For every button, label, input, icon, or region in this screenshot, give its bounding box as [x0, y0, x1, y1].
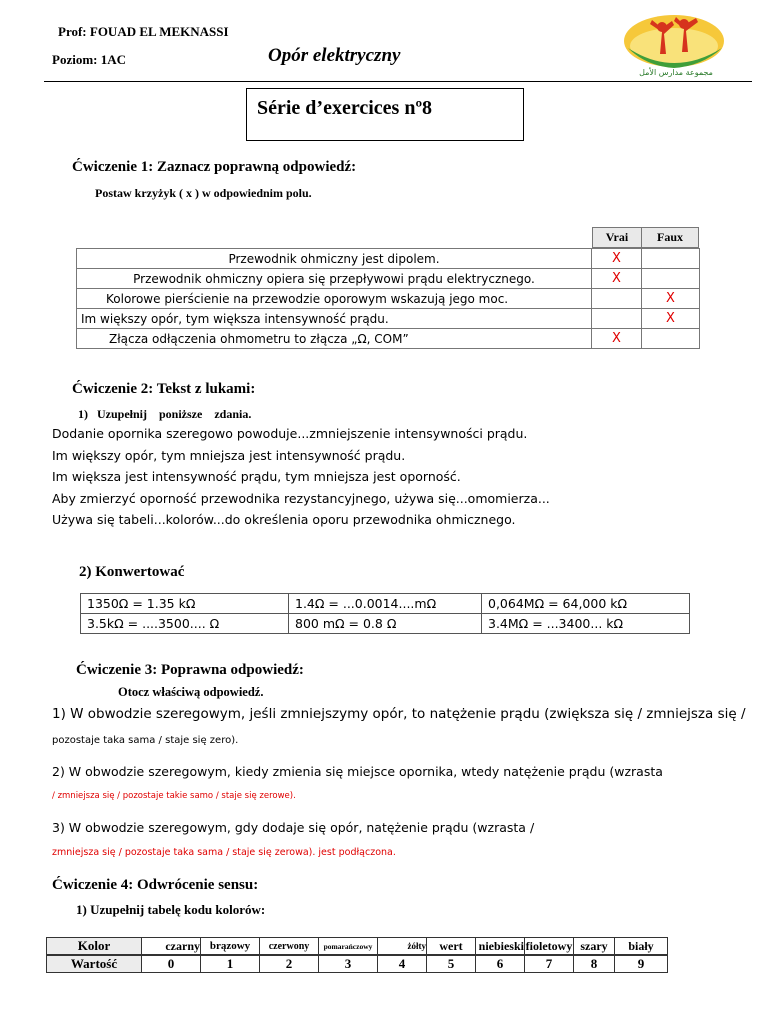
vrai-cell[interactable] — [592, 289, 642, 309]
table-row — [77, 289, 700, 309]
color-cell: fioletowy — [525, 938, 574, 956]
exercise-4-sub: 1) Uzupełnij tabelę kodu kolorów: — [76, 902, 266, 917]
statement: Im większy opór, tym większa intensywność prądu. — [77, 309, 592, 329]
exercise-2-sub1: 1) Uzupełnij poniższe zdania. — [78, 407, 252, 421]
value-cell: 1 — [201, 955, 260, 973]
subject-title: Opór elektryczny — [268, 45, 401, 66]
statement: Przewodnik ohmiczny opiera się przepływowi prądu elektrycznego. — [77, 269, 592, 289]
series-title: Série d’exercices nº8 — [257, 97, 433, 119]
col-faux: Faux — [642, 228, 699, 248]
statement: Złącza odłączenia ohmometru to złącza „Ω, COM” — [77, 329, 592, 349]
question-1-line-2: pozostaje taka sama / staje się zero). — [52, 735, 239, 746]
color-cell: pomarańczowy — [319, 938, 378, 956]
table-row — [77, 329, 700, 349]
value-cell: 8 — [574, 955, 615, 973]
sentence-text: Im większa jest intensywność prądu, tym mniejsza jest oporność. — [52, 469, 461, 484]
value-cell: 2 — [260, 955, 319, 973]
value-cell: 4 — [378, 955, 427, 973]
exercise-3-instruction: Otocz właściwą odpowiedź. — [118, 685, 264, 699]
row-label: Wartość — [47, 955, 142, 973]
logo-caption: مجموعة مدارس الأمل — [639, 68, 713, 77]
conversion-cell: 1350Ω = 1.35 kΩ — [81, 594, 289, 614]
list-item — [52, 426, 550, 448]
list-item — [52, 491, 550, 513]
color-cell: czarny — [142, 938, 201, 956]
question-3-line-2: zmniejsza się / pozostaje taka sama / staje się zerowa). jest podłączona. — [52, 847, 396, 858]
color-cell: brązowy — [201, 938, 260, 956]
color-cell: czerwony — [260, 938, 319, 956]
exercise-1-instruction: Postaw krzyżyk ( x ) w odpowiednim polu. — [95, 186, 312, 200]
color-code-table — [46, 937, 668, 973]
school-logo — [622, 8, 730, 82]
exercise-1-title: Ćwiczenie 1: Zaznacz poprawną odpowiedź: — [72, 159, 357, 175]
conversion-cell: 3.5kΩ = ....3500.... Ω — [81, 614, 289, 634]
list-item — [52, 448, 550, 470]
sentence-text: Aby zmierzyć oporność przewodnika rezystancyjnego, używa się...omomierza... — [52, 490, 550, 506]
table-row — [81, 594, 690, 614]
question-2-line-1: 2) W obwodzie szeregowym, kiedy zmienia się miejsce opornika, wtedy natężenie prądu (wzrasta — [52, 764, 663, 779]
sentence-text: Używa się tabeli...kolorów...do określenia oporu przewodnika ohmicznego. — [52, 512, 516, 527]
header-rule — [44, 81, 752, 82]
row-label: Kolor — [47, 938, 142, 956]
truth-table-header — [592, 227, 699, 248]
truth-table — [76, 248, 700, 349]
question-3-line-1: 3) W obwodzie szeregowym, gdy dodaje się opór, natężenie prądu (wzrasta / — [52, 820, 535, 835]
vrai-cell[interactable]: X — [592, 329, 642, 349]
color-cell: wert — [427, 938, 476, 956]
sentence-text: Im większy opór, tym mniejsza jest intensywność prądu. — [52, 447, 406, 463]
table-row — [81, 614, 690, 634]
value-cell: 5 — [427, 955, 476, 973]
vrai-cell[interactable]: X — [592, 269, 642, 289]
exercise-3-title: Ćwiczenie 3: Poprawna odpowiedź: — [76, 662, 304, 678]
col-vrai: Vrai — [593, 228, 642, 248]
level-label: Poziom: 1AC — [52, 52, 127, 67]
value-cell: 0 — [142, 955, 201, 973]
value-cell: 7 — [525, 955, 574, 973]
table-row — [77, 249, 700, 269]
faux-cell[interactable] — [642, 329, 700, 349]
sentence-list — [52, 426, 550, 534]
table-row — [77, 309, 700, 329]
statement: Przewodnik ohmiczny jest dipolem. — [77, 249, 592, 269]
vrai-cell[interactable]: X — [592, 249, 642, 269]
statement: Kolorowe pierścienie na przewodzie oporowym wskazują jego moc. — [77, 289, 592, 309]
question-1-line-1: 1) W obwodzie szeregowym, jeśli zmniejszymy opór, to natężenie prądu (zwiększa się / zmniejsza się / — [52, 706, 746, 722]
vrai-cell[interactable] — [592, 309, 642, 329]
faux-cell[interactable]: X — [642, 289, 700, 309]
teacher-name: Prof: FOUAD EL MEKNASSI — [58, 24, 229, 39]
faux-cell[interactable] — [642, 269, 700, 289]
conversion-cell: 0,064MΩ = 64,000 kΩ — [482, 594, 690, 614]
color-cell: żółty — [378, 938, 427, 956]
table-row — [47, 955, 668, 973]
table-row — [77, 269, 700, 289]
exercise-2-sub2: 2) Konwertować — [79, 564, 185, 580]
color-cell: biały — [615, 938, 668, 956]
exercise-4-title: Ćwiczenie 4: Odwrócenie sensu: — [52, 877, 259, 893]
conversion-cell: 800 mΩ = 0.8 Ω — [289, 614, 482, 634]
table-row — [47, 938, 668, 956]
value-cell: 9 — [615, 955, 668, 973]
conversion-cell: 1.4Ω = ...0.0014....mΩ — [289, 594, 482, 614]
list-item — [52, 469, 550, 491]
conversion-table — [80, 593, 690, 634]
exercise-2-title: Ćwiczenie 2: Tekst z lukami: — [72, 381, 256, 397]
color-cell: niebieski — [476, 938, 525, 956]
sentence-text: Dodanie opornika szeregowo powoduje...zmniejszenie intensywności prądu. — [52, 426, 528, 441]
conversion-cell: 3.4MΩ = ...3400... kΩ — [482, 614, 690, 634]
question-2-line-2: / zmniejsza się / pozostaje takie samo / staje się zerowe). — [52, 791, 296, 801]
faux-cell[interactable]: X — [642, 309, 700, 329]
list-item — [52, 512, 550, 534]
title-box — [246, 88, 524, 141]
value-cell: 6 — [476, 955, 525, 973]
color-cell: szary — [574, 938, 615, 956]
faux-cell[interactable] — [642, 249, 700, 269]
value-cell: 3 — [319, 955, 378, 973]
